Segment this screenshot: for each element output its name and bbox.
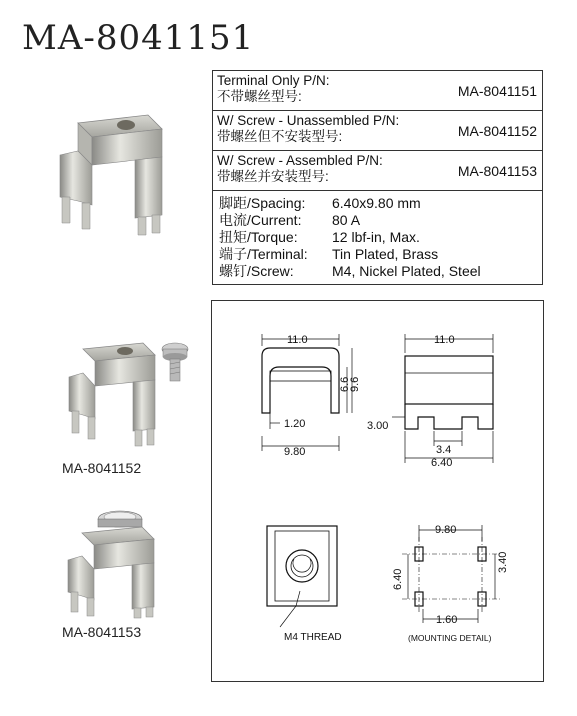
row-label-en: Terminal Only P/N:: [217, 73, 330, 88]
row-label-en: W/ Screw - Assembled P/N:: [217, 153, 383, 168]
dim-3-00: 3.00: [367, 420, 389, 432]
detail-key: 脚距/Spacing:: [219, 195, 306, 211]
detail-torque: [219, 229, 536, 246]
detail-current: [219, 212, 536, 229]
assembled-photo: [58, 505, 178, 620]
spec-details: [213, 191, 542, 284]
detail-key: 电流/Current:: [219, 212, 302, 228]
dim-1-20: 1.20: [284, 418, 306, 430]
dim-6-40: 6.40: [431, 457, 453, 469]
row-label-cn: 不带螺丝型号:: [217, 89, 302, 104]
part-number: MA-8041152: [457, 122, 537, 139]
detail-value: 80 A: [332, 212, 361, 228]
spec-table: [212, 70, 543, 285]
mount-dim-6-40: 6.40: [392, 568, 404, 590]
thread-label: M4 THREAD: [284, 632, 342, 643]
dim-3-4: 3.4: [436, 444, 452, 456]
page-title: MA-8041151: [22, 18, 255, 58]
detail-key: 螺钉/Screw:: [219, 263, 294, 279]
row-label-en: W/ Screw - Unassembled P/N:: [217, 113, 400, 128]
mount-dim-1-60: 1.60: [436, 614, 458, 626]
technical-drawing: [211, 300, 544, 682]
mount-dim-9-80: 9.80: [435, 524, 457, 536]
detail-terminal: [219, 246, 536, 263]
terminal-photo: [40, 105, 170, 245]
spec-row-assembled: [213, 151, 542, 191]
detail-value: M4, Nickel Plated, Steel: [332, 263, 481, 279]
dim-6-6: 6.6: [339, 376, 351, 392]
dim-side-width: 11.0: [434, 334, 455, 346]
drawing-svg: [212, 301, 545, 683]
dim-9-6: 9.6: [349, 376, 361, 392]
part-number: MA-8041151: [457, 82, 537, 99]
dim-9-80: 9.80: [284, 446, 306, 458]
row-label-cn: 带螺丝但不安装型号:: [217, 129, 343, 144]
detail-key: 扭矩/Torque:: [219, 229, 298, 245]
row-label-cn: 带螺丝并安装型号:: [217, 169, 329, 184]
dim-front-width: 11.0: [287, 334, 308, 346]
detail-value: Tin Plated, Brass: [332, 246, 439, 262]
caption-unassembled: MA-8041152: [62, 460, 142, 476]
spec-row-unassembled: [213, 111, 542, 151]
spec-row-terminal-only: [213, 71, 542, 111]
detail-screw: [219, 263, 536, 280]
detail-spacing: [219, 195, 536, 212]
mount-dim-3-40: 3.40: [497, 551, 509, 573]
detail-value: 6.40x9.80 mm: [332, 195, 421, 211]
detail-value: 12 lbf-in, Max.: [332, 229, 420, 245]
caption-assembled: MA-8041153: [62, 624, 142, 640]
part-number: MA-8041153: [457, 162, 537, 179]
unassembled-photo: [55, 335, 205, 450]
mounting-detail-label: (MOUNTING DETAIL): [408, 633, 492, 643]
detail-key: 端子/Terminal:: [219, 246, 308, 262]
